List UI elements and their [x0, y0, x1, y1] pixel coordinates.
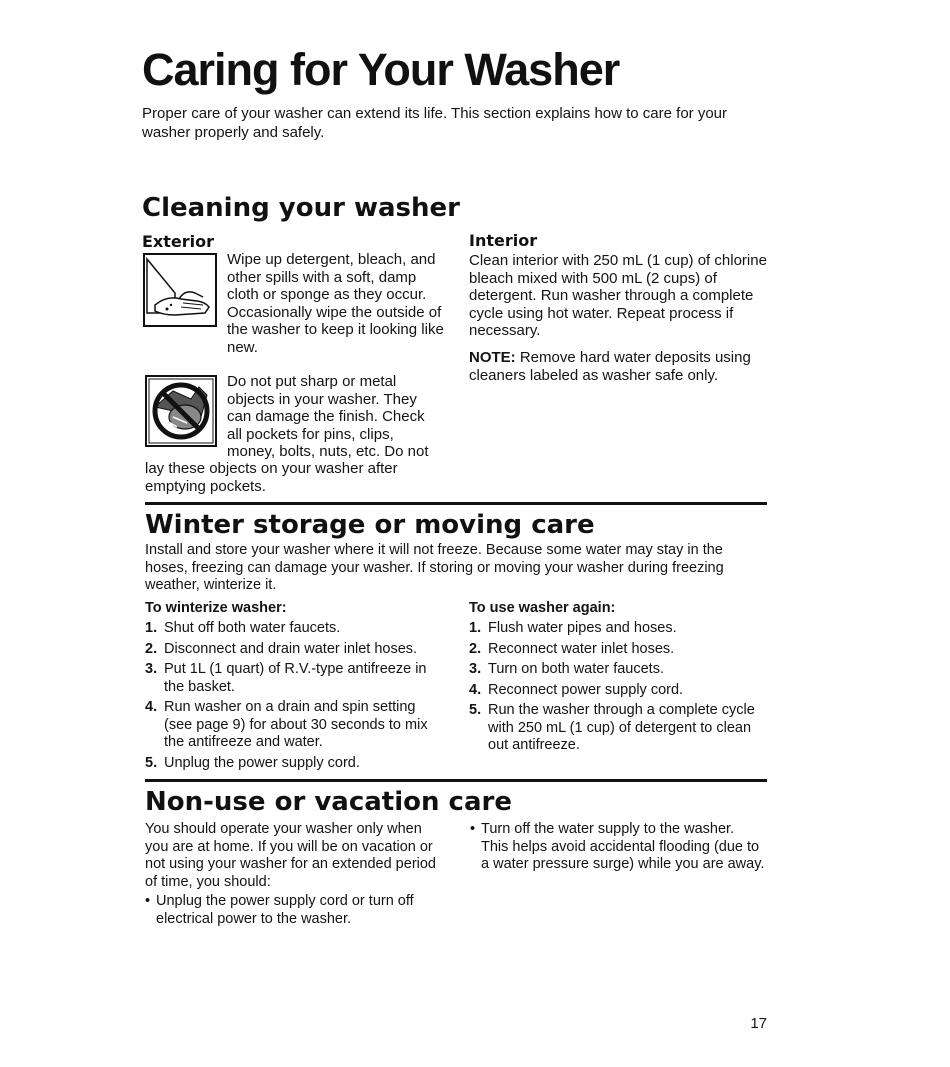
winterize-heading: To winterize washer:	[145, 600, 287, 616]
exterior-line: can damage the finish. Check	[227, 408, 425, 425]
page-number: 17	[750, 1015, 767, 1032]
list-item	[145, 755, 445, 773]
step-text: Run the washer through a complete cycle with 250 mL (1 cup) of detergent to clean out antifreeze.	[488, 702, 755, 753]
list-item	[469, 702, 769, 755]
step-number: 4.	[469, 681, 482, 698]
exterior-line: lay these objects on your washer after	[145, 460, 398, 477]
step-text: Reconnect water inlet hoses.	[488, 640, 675, 657]
exterior-paragraph-2-top	[227, 373, 457, 461]
vacation-intro: You should operate your washer only when you are at home. If you will be on vacation or not using your washer for an extended period of time, you should:	[145, 821, 436, 890]
list-item: • Turn off the water supply to the washer. This helps avoid accidental flooding (due to a water pressure surge) while you are away.	[470, 821, 765, 874]
step-number: 3.	[145, 661, 158, 677]
exterior-line: all pockets for pins, clips,	[227, 425, 394, 443]
exterior-line: Do not put sharp or metal	[227, 373, 397, 390]
interior-note	[469, 349, 769, 384]
step-number: 2.	[469, 640, 482, 657]
step-text: Flush water pipes and hoses.	[488, 620, 677, 636]
list-item	[145, 699, 445, 752]
step-text: Put 1L (1 quart) of R.V.-type antifreeze in the basket.	[164, 661, 427, 695]
step-number: 5.	[145, 754, 158, 771]
list-item	[145, 641, 445, 659]
list-item	[469, 682, 769, 700]
step-number: 1.	[145, 620, 158, 636]
step-number: 4.	[145, 699, 158, 715]
step-text: Shut off both water faucets.	[164, 620, 341, 636]
step-text: Turn on both water faucets.	[488, 661, 664, 677]
list-item	[145, 620, 445, 638]
step-text: Disconnect and drain water inlet hoses.	[164, 640, 418, 657]
use-again-steps	[469, 620, 769, 758]
winter-intro: Install and store your washer where it will not freeze. Because some water may stay in the hoses, freezing can damage your washer. If storing or moving your washer during freezing weather, winterize it.	[145, 542, 724, 593]
page-title: Caring for Your Washer	[142, 44, 620, 95]
interior-paragraph: Clean interior with 250 mL (1 cup) of chlorine bleach mixed with 500 mL (2 cups) of detergent. Run washer through a complete cycle using hot water. Repeat process if necessary.	[469, 252, 767, 339]
exterior-paragraph-1: Wipe up detergent, bleach, and other spills with a soft, damp cloth or sponge as they occur. Occasionally wipe the outside of the washer to keep it looking like new.	[227, 251, 444, 356]
cleaning-heading: Cleaning your washer	[142, 193, 460, 223]
note-text: Remove hard water deposits using cleaners labeled as washer safe only.	[469, 349, 751, 384]
exterior-line: money, bolts, nuts, etc. Do not	[227, 443, 429, 460]
exterior-heading: Exterior	[142, 232, 215, 251]
step-text: Unplug the power supply cord.	[164, 754, 360, 771]
list-item: • Unplug the power supply cord or turn off electrical power to the washer.	[145, 893, 440, 928]
winter-heading: Winter storage or moving care	[145, 510, 595, 540]
step-text: Reconnect power supply cord.	[488, 681, 684, 698]
intro-paragraph: Proper care of your washer can extend its life. This section explains how to care for your washer properly and safely.	[142, 105, 728, 141]
step-text: Run washer on a drain and spin setting (see page 9) for about 30 seconds to mix the antifreeze and water.	[164, 699, 428, 750]
step-number: 3.	[469, 661, 482, 677]
list-item	[469, 641, 769, 659]
exterior-line: emptying pockets.	[145, 477, 266, 495]
section-divider	[145, 779, 767, 782]
no-sharp-objects-icon	[145, 375, 217, 447]
use-again-heading: To use washer again:	[469, 600, 616, 616]
winterize-steps	[145, 620, 445, 775]
exterior-line: objects in your washer. They	[227, 390, 417, 408]
wipe-cloth-icon	[143, 253, 217, 327]
list-item	[469, 661, 769, 679]
exterior-paragraph-2-bottom	[145, 460, 465, 495]
interior-heading: Interior	[469, 231, 538, 250]
step-number: 2.	[145, 640, 158, 657]
list-item	[145, 661, 445, 696]
step-number: 5.	[469, 702, 482, 718]
vacation-bullets-left	[145, 893, 440, 928]
list-item	[469, 620, 769, 638]
vacation-bullets-right	[470, 821, 765, 874]
note-label: NOTE:	[469, 349, 516, 366]
step-number: 1.	[469, 620, 482, 636]
vacation-heading: Non-use or vacation care	[145, 787, 512, 817]
section-divider	[145, 502, 767, 505]
